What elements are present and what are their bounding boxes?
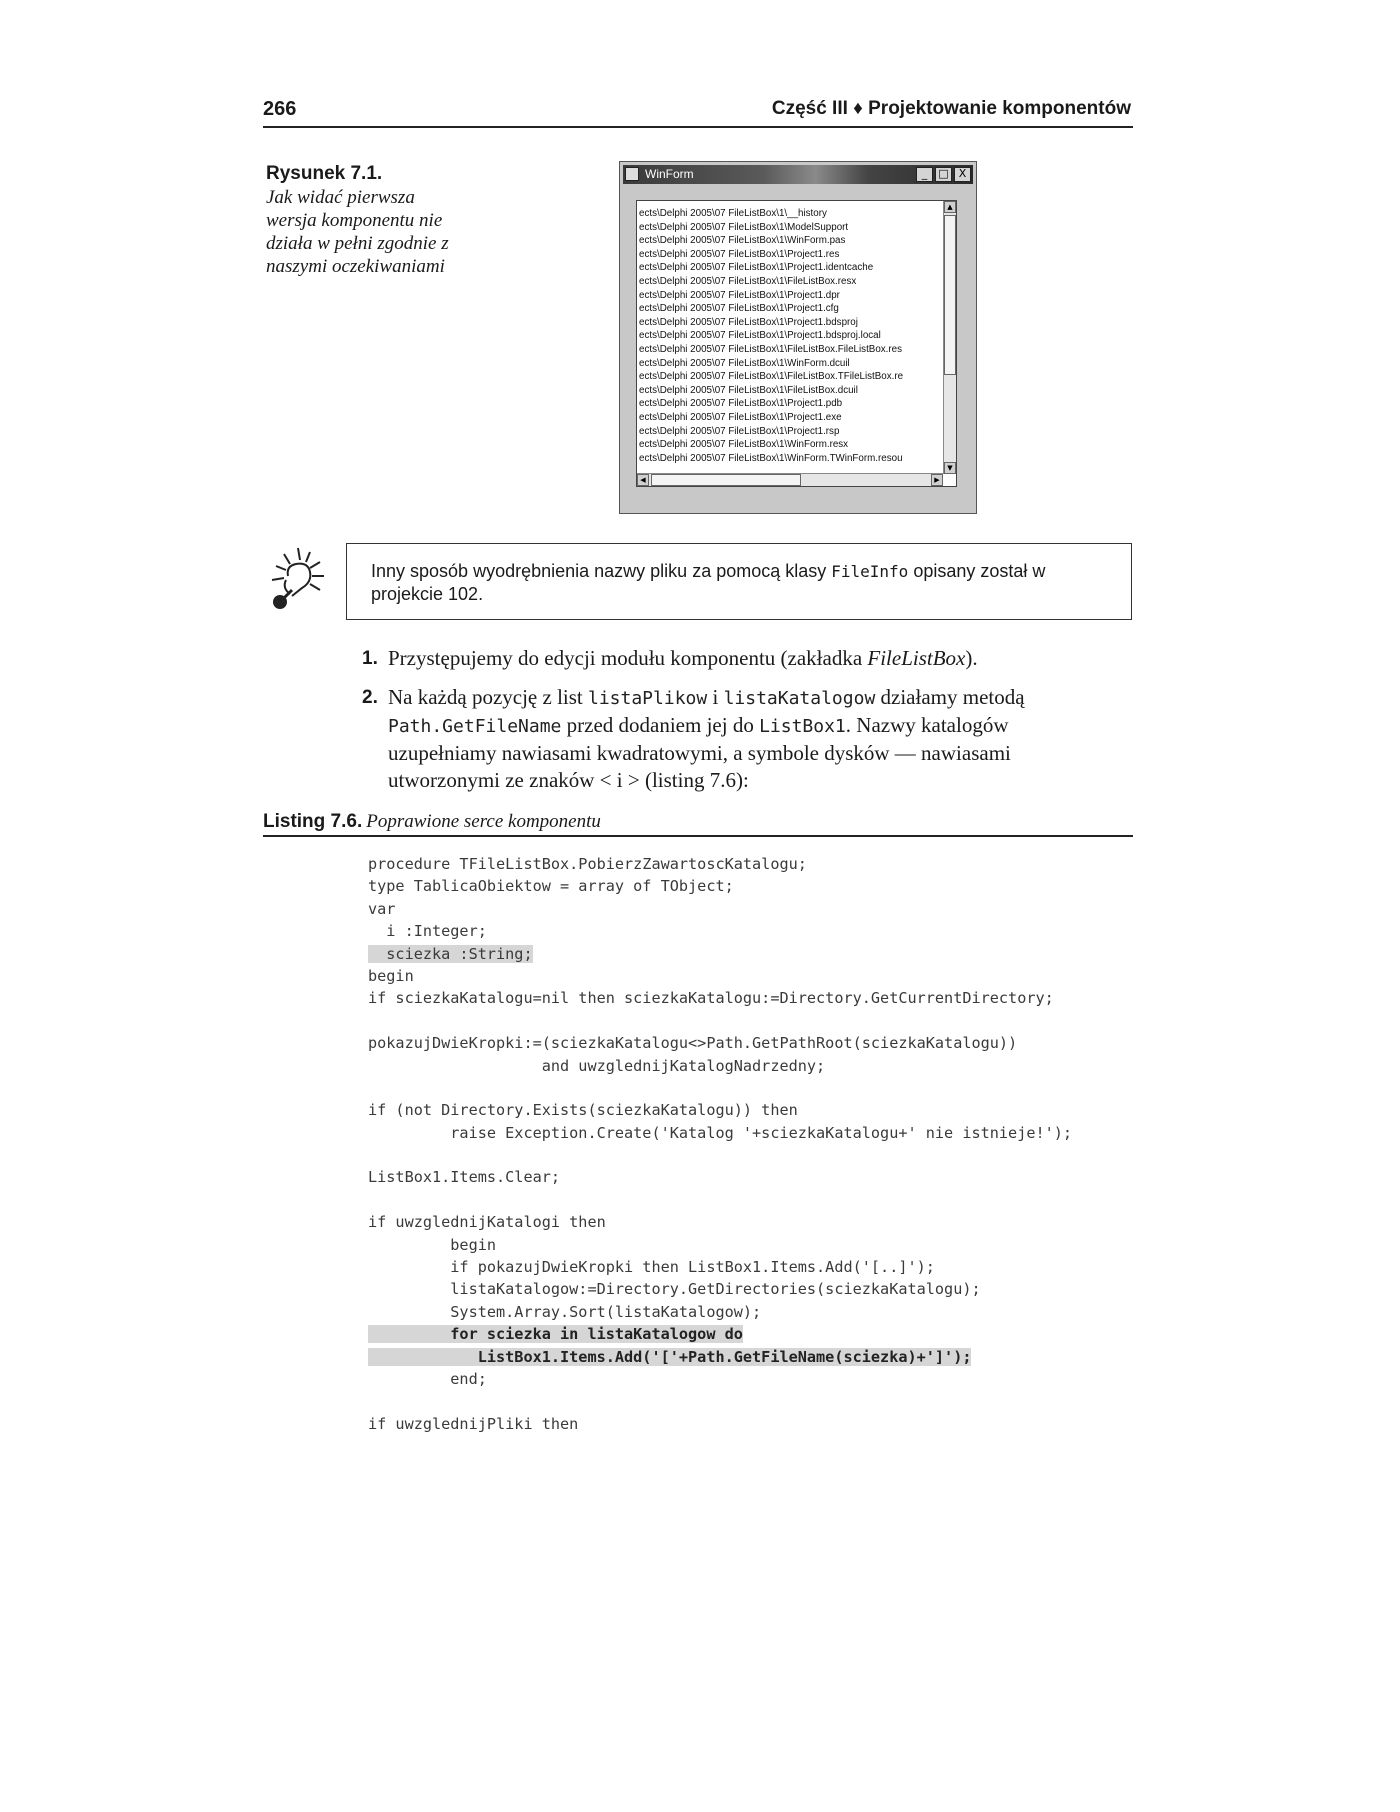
code-line [368, 1099, 1148, 1121]
lightbulb-icon [262, 540, 334, 614]
tip-code: FileInfo [831, 562, 909, 581]
step-text: Na każdą pozycję z list [388, 685, 588, 709]
step-item [362, 645, 1082, 672]
window-title: WinForm [645, 167, 694, 181]
listing-caption [263, 811, 1133, 837]
code-line-text: begin [368, 966, 414, 985]
code-line [368, 965, 1148, 987]
code-listing [368, 853, 1148, 1435]
scroll-up-icon[interactable]: ▲ [944, 201, 956, 213]
listbox-item[interactable]: ects\Delphi 2005\07 FileListBox\1\Project1.bdsproj.local [639, 330, 881, 342]
listbox-item[interactable]: ects\Delphi 2005\07 FileListBox\1\Project1.pdb [639, 398, 843, 410]
listbox-item[interactable]: ects\Delphi 2005\07 FileListBox\1\__history [639, 208, 827, 219]
code-line-text: var [368, 899, 396, 918]
step-number: 1. [362, 648, 378, 669]
scroll-thumb[interactable] [944, 215, 956, 375]
code-line-text: sciezka :String; [368, 944, 533, 963]
listbox-item[interactable]: ects\Delphi 2005\07 FileListBox\1\FileListBox.resx [639, 275, 857, 287]
listbox-item[interactable]: ects\Delphi 2005\07 FileListBox\1\Project1.rsp [639, 425, 840, 437]
vertical-scrollbar[interactable] [943, 201, 956, 474]
code-line [368, 943, 1148, 965]
code-line [368, 1278, 1148, 1300]
step-text: i [707, 685, 724, 709]
code-line [368, 920, 1148, 942]
listbox-item[interactable]: ects\Delphi 2005\07 FileListBox\1\Project1.res [639, 248, 840, 260]
step-code: listaPlikow [588, 688, 708, 709]
code-line [368, 1010, 1148, 1032]
listbox-item[interactable]: ects\Delphi 2005\07 FileListBox\1\WinForm.resx [639, 439, 849, 451]
code-line [368, 1256, 1148, 1278]
listbox-item[interactable]: ects\Delphi 2005\07 FileListBox\1\FileListBox.dcuil [639, 384, 858, 396]
listbox-item[interactable]: ects\Delphi 2005\07 FileListBox\1\Project1.exe [639, 411, 842, 423]
code-line-text: and uwzglednijKatalogNadrzedny; [368, 1056, 826, 1075]
tip-text [371, 560, 1111, 606]
step-text: . Nazwy katalogów uzupełniamy nawiasami kwadratowymi, a symbole dysków — nawiasami utworzonymi ze znaków < i > (listing 7.6): [388, 713, 1011, 792]
code-line-text: i :Integer; [368, 922, 487, 941]
code-line-text: System.Array.Sort(listaKatalogow); [368, 1302, 762, 1321]
step-item [362, 684, 1082, 794]
listing-title: Poprawione serce komponentu [366, 811, 601, 832]
listbox-item[interactable]: ects\Delphi 2005\07 FileListBox\1\FileListBox.FileListBox.res [639, 343, 903, 355]
code-line [368, 987, 1148, 1009]
listbox-item[interactable]: ects\Delphi 2005\07 FileListBox\1\WinForm.dcuil [639, 357, 850, 369]
listbox-item[interactable]: ects\Delphi 2005\07 FileListBox\1\FileListBox.TFileListBox.re [639, 371, 904, 383]
listbox-item[interactable]: ects\Delphi 2005\07 FileListBox\1\ModelSupport [639, 221, 849, 233]
scroll-right-icon[interactable]: ▶ [931, 474, 943, 486]
tip-text-part: opisany został w projekcie 102. [371, 561, 1046, 604]
code-line [368, 1055, 1148, 1077]
listing-label: Listing 7.6. [263, 811, 363, 832]
code-line-text: if sciezkaKatalogu=nil then sciezkaKatalogu:=Directory.GetCurrentDirectory; [368, 989, 1054, 1008]
listbox-item[interactable]: ects\Delphi 2005\07 FileListBox\1\Project1.dpr [639, 289, 840, 301]
code-line [368, 1032, 1148, 1054]
code-line [368, 1077, 1148, 1099]
step-text: ). [965, 646, 978, 670]
close-button[interactable]: X [954, 167, 971, 182]
code-line [368, 1301, 1148, 1323]
page-number: 266 [263, 98, 297, 120]
code-line [368, 1390, 1148, 1412]
listbox-item[interactable]: ects\Delphi 2005\07 FileListBox\1\Project1.cfg [639, 303, 839, 315]
code-line-text: end; [368, 1369, 487, 1388]
step-text: przed dodaniem jej do [561, 713, 760, 737]
scroll-down-icon[interactable]: ▼ [944, 462, 956, 474]
tip-box [346, 543, 1132, 620]
step-code: listaKatalogow [723, 688, 876, 709]
code-line-text: procedure TFileListBox.PobierzZawartoscKatalogu; [368, 855, 807, 873]
code-line [368, 1323, 1148, 1345]
tip-text-part: Inny sposób wyodrębnienia nazwy pliku za pomocą klasy [371, 561, 832, 581]
minimize-button[interactable]: _ [916, 167, 933, 182]
file-listbox[interactable] [636, 200, 957, 487]
code-line [368, 1413, 1148, 1435]
code-line-text: if pokazujDwieKropki then ListBox1.Items.Add('[..]'); [368, 1258, 935, 1277]
page-header [263, 98, 1133, 128]
step-italic: FileListBox [867, 646, 966, 670]
maximize-button[interactable]: □ [935, 167, 952, 182]
code-line [368, 1144, 1148, 1166]
horizontal-scrollbar[interactable] [637, 473, 943, 486]
code-line [368, 1234, 1148, 1256]
window-controls [916, 167, 971, 182]
step-number: 2. [362, 687, 378, 708]
code-line-text: listaKatalogow:=Directory.GetDirectories(sciezkaKatalogu); [368, 1280, 981, 1299]
code-line [368, 1346, 1148, 1368]
listbox-item[interactable]: ects\Delphi 2005\07 FileListBox\1\Project1.bdsproj [639, 316, 858, 328]
code-line-text: begin [368, 1235, 497, 1254]
code-line-text: if uwzglednijKatalogi then [368, 1213, 606, 1232]
figure-caption-text: Jak widać pierwsza wersja komponentu nie działa w pełni zgodnie z naszymi oczekiwaniami [266, 187, 449, 277]
code-line [368, 1211, 1148, 1233]
window-titlebar [623, 165, 973, 184]
figure-label: Rysunek 7.1. [266, 163, 383, 184]
step-text: Przystępujemy do edycji modułu komponentu (zakładka [388, 646, 868, 670]
hscroll-thumb[interactable] [651, 474, 801, 486]
listbox-item[interactable]: ects\Delphi 2005\07 FileListBox\1\WinForm.pas [639, 235, 846, 247]
winform-window [619, 161, 977, 514]
code-line [368, 898, 1148, 920]
code-line [368, 1166, 1148, 1188]
running-head: Część III ♦ Projektowanie komponentów [771, 98, 1131, 119]
listbox-item[interactable]: ects\Delphi 2005\07 FileListBox\1\WinForm.TWinForm.resou [639, 452, 903, 464]
code-line-text: raise Exception.Create('Katalog '+sciezkaKatalogu+' nie istnieje!'); [368, 1123, 1073, 1142]
code-line-text: ListBox1.Items.Clear; [368, 1168, 561, 1187]
code-line [368, 1189, 1148, 1211]
listbox-items [637, 207, 943, 465]
step-code: Path.GetFileName [388, 716, 562, 737]
code-line [368, 875, 1148, 897]
code-line-text: for sciezka in listaKatalogow do [368, 1325, 743, 1344]
scroll-left-icon[interactable]: ◀ [637, 474, 649, 486]
step-text: działamy metodą [875, 685, 1025, 709]
code-line-text: if (not Directory.Exists(sciezkaKatalogu)) then [368, 1101, 798, 1120]
code-line-text: ListBox1.Items.Add('['+Path.GetFileName(sciezka)+']'); [368, 1347, 972, 1366]
app-icon [625, 167, 639, 181]
code-line [368, 1122, 1148, 1144]
steps-list [362, 645, 1082, 806]
step-code: ListBox1 [759, 716, 846, 737]
code-line-text: pokazujDwieKropki:=(sciezkaKatalogu<>Path.GetPathRoot(sciezkaKatalogu)) [368, 1034, 1018, 1053]
figure-caption [266, 162, 466, 278]
code-line-text: type TablicaObiektow = array of TObject; [368, 877, 734, 896]
code-line [368, 1368, 1148, 1390]
listbox-item[interactable]: ects\Delphi 2005\07 FileListBox\1\Project1.identcache [639, 262, 874, 274]
code-line-text: if uwzglednijPliki then [368, 1414, 579, 1433]
code-line [368, 853, 1148, 875]
